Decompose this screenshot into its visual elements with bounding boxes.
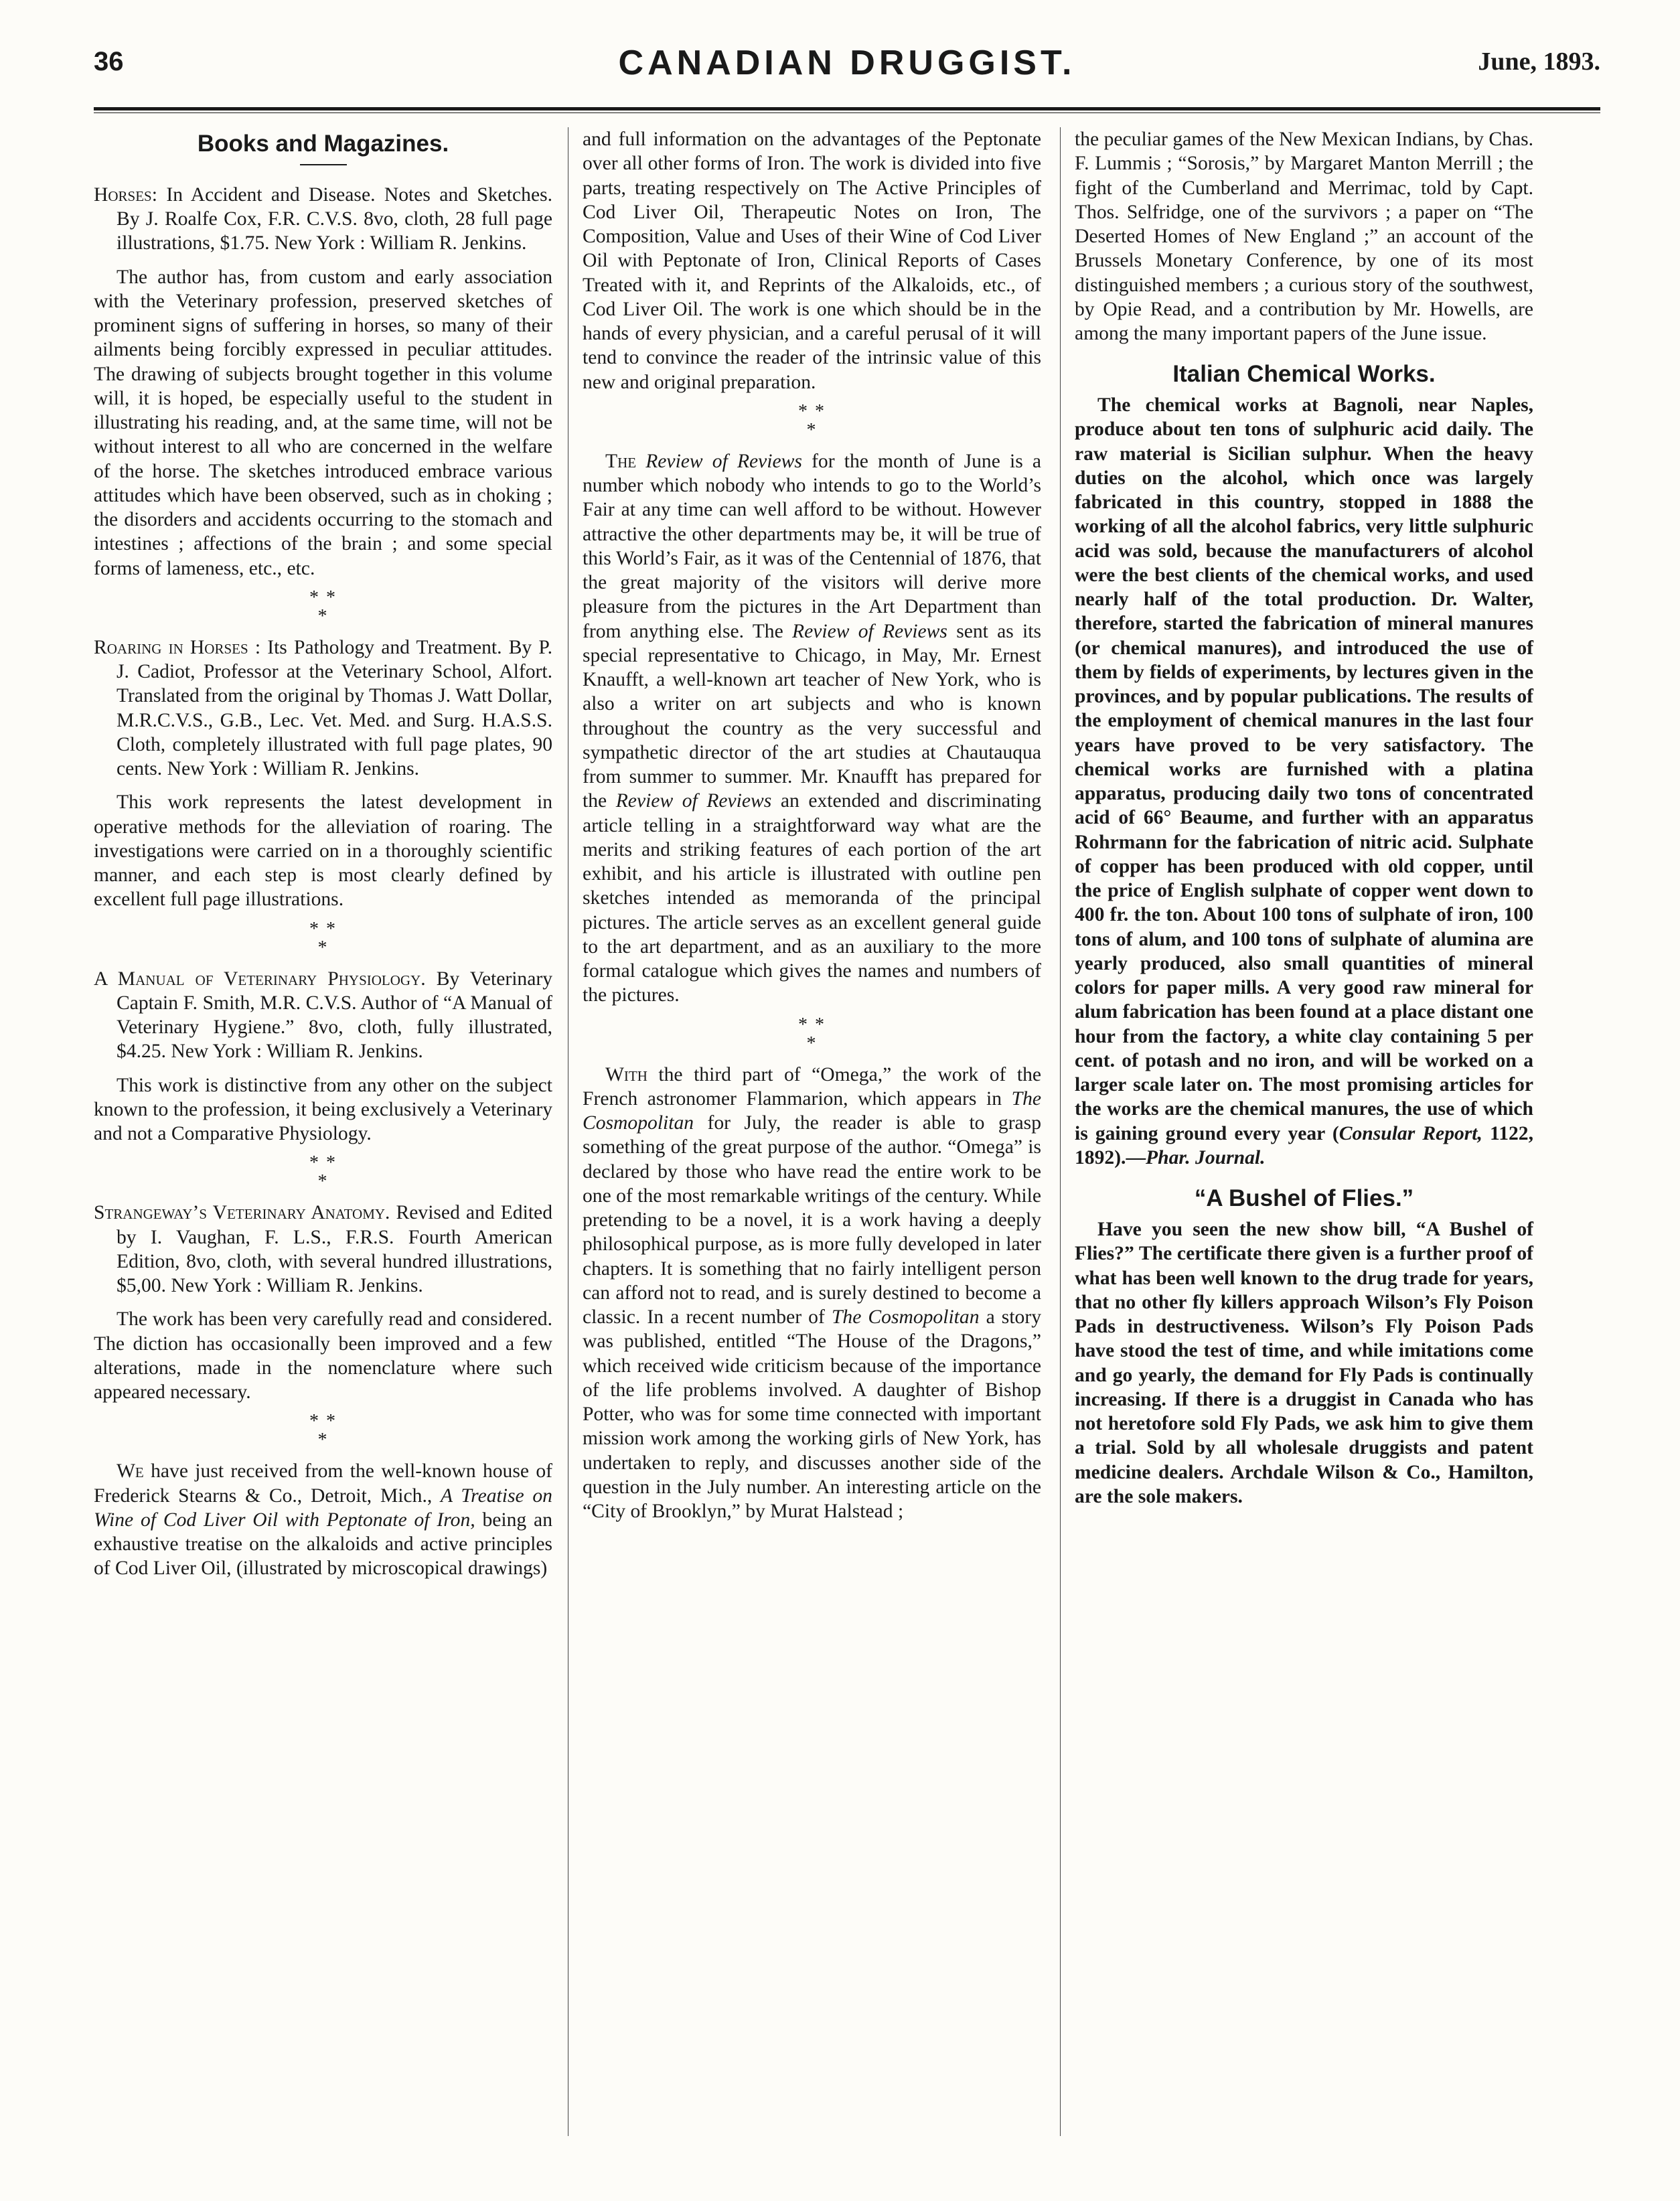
stearns-paragraph: We have just received from the well-known house of Frederick Stearns & Co., Detroit, Mich., A Treatise on Wine of Cod Liver Oil with Peptonate of Iron, being an exhaustive treatise on the alkaloids and active principles of Cod Liver Oil, (illustrated by microscopical drawings) [94, 1460, 552, 1580]
stearns-continued: and full information on the advantages of the Peptonate over all other forms of Iron. The work is divided into five parts, treating respectively on The Active Principles of Cod Liver Oil, Therapeutic Notes on Iron, The Composition, Value and Uses of their Wine of Cod Liver Oil with Peptonate of Iron, Clinical Reports of Cases Treated with it, and Reprints of the Alkaloids, etc., of Cod Liver Oil. The work is one which should be in the hands of every physician, and a careful perusal of it will tend to convince the reader of the intrinsic value of this new and original preparation. [583, 129, 1041, 393]
book-details: In Accident and Disease. Notes and Sketches. By J. Roalfe Cox, F.R. C.V.S. 8vo, cloth, 28 full page illustrations, $1.75. New York : William R. Jenkins. [117, 183, 552, 254]
book-details: By Veterinary Captain F. Smith, M.R. C.V.S. Author of “A Manual of Veterinary Hygiene.” 8vo, cloth, fully illustrated, $4.25. New York : William R. Jenkins. [117, 968, 553, 1063]
masthead-rule-thin [94, 112, 1600, 113]
page-number: 36 [94, 47, 124, 76]
section-separator: * * * [309, 1411, 337, 1451]
bushel-of-flies-paragraph: Have you seen the new show bill, “A Bushel of Flies?” The certificate there given is a further proof of what has been well known to the drug trade for years, that no other fly killers approach Wilson’s Fly Poison Pads in destructiveness. Wilson’s Fly Poison Pads have stood the test of time, and while imitations come and go yearly, the demand for Fly Pads is continually increasing. If there is a druggist in Canada who has not heretofore sold Fly Pads, we ask him to give them a trial. Sold by all wholesale druggists and patent medicine dealers. Archdale Wilson & Co., Hamilton, are the sole makers. [1075, 1219, 1533, 1507]
italian-chemical-paragraph: The chemical works at Bagnoli, near Naples, produce about ten tons of sulphuric acid daily. The raw material is Sicilian sulphur. When the heavy duties on the alcohol, which once was largely fabricated in this country, stopped in 1888 the working of all the alcohol fabrics, very little sulphuric acid was sold, because the manufacturers of alcohol were the best clients of the chemical works, and used nearly half of the total production. Dr. Walter, therefore, started the fabrication of mineral manures (or chemical manures), and introduced the use of them by fields of experiments, by lectures given in the provinces, and by popular publications. The results of the employment of chemical manures in the last four years have proved to be very satisfactory. The chemical works are furnished with a platina apparatus, producing daily two tons of concentrated acid of 66° Beaume, and further with an apparatus Rohrmann for the fabrication of nitric acid. Sulphate of copper has been produced with old copper, until the price of English sulphate of copper went down to 400 fr. the ton. About 100 tons of sulphate of iron, 100 tons of alum, and 100 tons of sulphate of alumina are yearly produced, also small quantities of mineral colors for paper mills. A very good raw mineral for alum fabrication has been found at a place distant one hour from the factory, a white clay containing 5 per cent. of potash and no iron, and will be worked on a larger scale later on. The most promising articles for the works are the chemical manures, the use of which is gaining ground every year (Consular Report, 1122, 1892).—Phar. Journal. [1075, 394, 1533, 1168]
book-details: Its Pathology and Treatment. By P. J. Cadiot, Professor at the Veterinary School, Alfort. Translated from the original by Thomas J. Watt Dollar, M.R.C.V.S., G.B., Lec. Vet. Med. and Surg. H.A.S.S. Cloth, completely illustrated with full page plates, 90 cents. New York : William R. Jenkins. [117, 636, 552, 780]
section-separator: * * * [309, 587, 337, 627]
book-title: Strangeway’s Veterinary Anatomy. [94, 1202, 390, 1224]
book-title: A Manual of Veterinary Physiology. [94, 968, 426, 990]
issue-date: June, 1893. [1478, 48, 1600, 76]
book-review: This work is distinctive from any other on the subject known to the profession, it being exclusively a Veterinary and not a Comparative Physiology. [94, 1074, 552, 1145]
section-heading-flies: “A Bushel of Flies.” [1194, 1185, 1414, 1212]
masthead [94, 44, 1600, 94]
book-title: Roaring in Horses : [94, 636, 261, 658]
section-heading-italian: Italian Chemical Works. [1172, 361, 1436, 388]
book-review: The work has been very carefully read and considered. The diction has occasionally been improved and a few alterations, made in the nomenclature where such appeared necessary. [94, 1308, 552, 1403]
section-separator: * * * [309, 918, 337, 958]
column-divider [1060, 127, 1061, 2136]
book-entry-horses [94, 183, 552, 256]
book-entry-anatomy [94, 1201, 552, 1298]
section-separator: * * * [309, 1152, 337, 1193]
book-title: Horses: [94, 183, 157, 206]
column-2 [583, 127, 1041, 1530]
cosmopolitan-paragraph: With the third part of “Omega,” the work of the French astronomer Flammarion, which appears in The Cosmopolitan for July, the reader is able to grasp something of the great purpose of the author. “Omega” is declared by those who have read the entire work to be one of the most remarkable writings of the century. While pretending to be a novel, it is a work having a deeply philosophical purpose, as is more fully developed in later chapters. It is something that no fairly intelligent person can afford not to read, and is surely destined to become a classic. In a recent number of The Cosmopolitan a story was published, entitled “The House of the Dragons,” which received wide criticism because of the importance of the life problems involved. A daughter of Bishop Potter, who was for some time connected with important mission work among the working girls of New York, has undertaken to reply, and discusses another side of the question in the July number. An interesting article on the “City of Brooklyn,” by Murat Halstead ; [583, 1063, 1041, 1522]
book-review: This work represents the latest development in operative methods for the alleviation of roaring. The investigations were carried on in a thoroughly scientific manner, and each step is most clearly defined by excellent full page illustrations. [94, 791, 552, 911]
cosmopolitan-continued: the peculiar games of the New Mexican Indians, by Chas. F. Lummis ; “Sorosis,” by Margaret Manton Merrill ; the fight of the Cumberland and Merrimac, told by Capt. Thos. Selfridge, one of the survivors ; a paper on “The Deserted Homes of New England ;” an account of the Brussels Monetary Conference, by one of its most distinguished members ; a curious story of the southwest, by Opie Read, and a contribution by Mr. Howells, are among the many important papers of the June issue. [1075, 129, 1533, 344]
column-3 [1075, 127, 1533, 1515]
publication-title: CANADIAN DRUGGIST. [618, 44, 1076, 82]
section-separator: * * * [798, 1014, 826, 1054]
book-review: The author has, from custom and early association with the Veterinary profession, preserved sketches of prominent signs of suffering in horses, so many of their ailments being forcibly expressed in peculiar attitudes. The drawing of subjects brought together in this volume will, it is hoped, be especially useful to the student in illustrating his reading, and, at the same time, will not be without interest to all who are concerned in the welfare of the horse. The sketches introduced embrace various attitudes which have been observed, such as in choking ; the disorders and accidents occurring to the stomach and intestines ; affections of the brain ; and some special forms of lameness, etc., etc. [94, 266, 552, 579]
heading-rule [300, 164, 347, 165]
masthead-rule [94, 107, 1600, 110]
book-entry-roaring [94, 635, 552, 781]
book-details: Revised and Edited by I. Vaughan, F. L.S., F.R.S. Fourth American Edition, 8vo, cloth, with several hundred illustrations, $5,00. New York : William R. Jenkins. [117, 1202, 552, 1297]
review-of-reviews-paragraph: The Review of Reviews for the month of June is a number which nobody who intends to go to the World’s Fair at any time can well afford to be without. However attractive the other departments may be, it will be true of this World’s Fair, as it was of the Centennial of 1876, that the great majority of the visitors will derive more pleasure from the pictures in the Art Department than from anything else. The Review of Reviews sent as its special representative to Chicago, in May, Mr. Ernest Knaufft, a well-known art teacher of New York, who is also a writer on art subjects and who is known throughout the country as the very successful and sympathetic director of the art studies at Chautauqua from summer to summer. Mr. Knaufft has prepared for the Review of Reviews an extended and discriminating article telling in a straightforward way what are the merits and striking features of each portion of the art exhibit, and his article is illustrated with outline pen sketches intended as memoranda of the principal pictures. The article serves as an excellent general guide to the art department, and as an auxiliary to the more formal catalogue which gives the names and numbers of the pictures. [583, 450, 1041, 1006]
column-1 [94, 127, 552, 1588]
section-heading-books: Books and Magazines. [197, 131, 449, 157]
book-entry-physiology [94, 967, 552, 1064]
section-separator: * * * [798, 400, 826, 441]
